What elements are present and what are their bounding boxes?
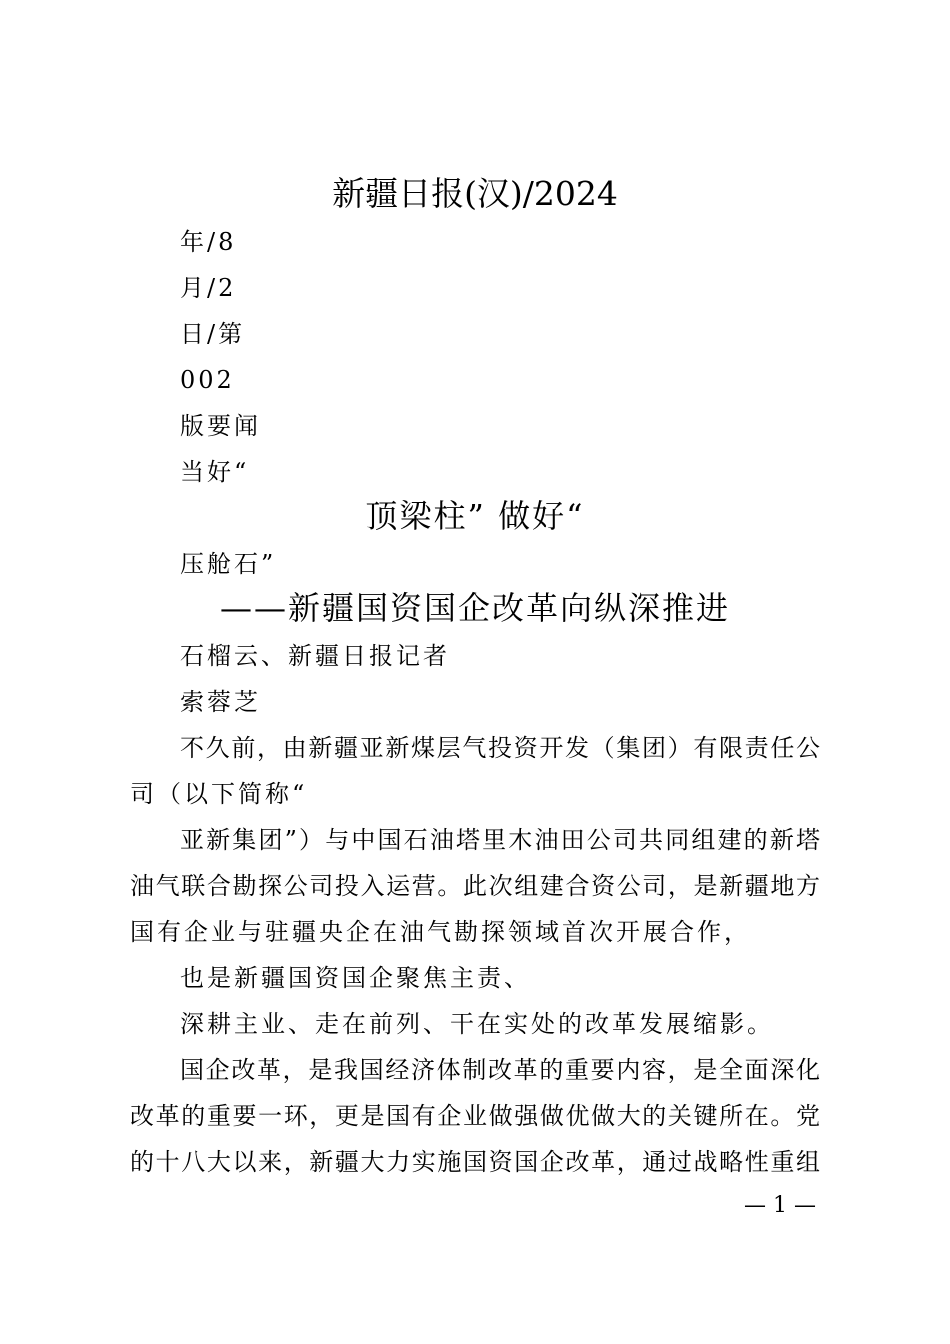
meta-line-month: 月/2	[180, 274, 237, 302]
paragraph-line: 国有企业与驻疆央企在油气勘探领域首次开展合作，	[130, 918, 751, 946]
paragraph-line: 司（以下简称“	[130, 780, 308, 808]
headline-part-1: 当好“	[180, 458, 250, 486]
byline-reporter: 石榴云、新疆日报记者	[180, 642, 450, 670]
meta-line-section: 版要闻	[180, 412, 261, 440]
meta-line-year: 年/8	[180, 228, 237, 256]
paragraph-line: 油气联合勘探公司投入运营。此次组建合资公司，是新疆地方	[130, 872, 820, 900]
paragraph-line: 深耕主业、走在前列、干在实处的改革发展缩影。	[180, 1010, 774, 1038]
paragraph-line: 改革的重要一环，更是国有企业做强做优做大的关键所在。党	[130, 1102, 820, 1130]
byline-reporter-name: 索蓉芝	[180, 688, 261, 716]
paragraph-line: 也是新疆国资国企聚焦主责、	[180, 964, 531, 992]
paragraph-line: 国企改革，是我国经济体制改革的重要内容，是全面深化	[180, 1056, 820, 1084]
headline-part-3: 压舱石”	[180, 550, 277, 578]
headline-part-2: 顶梁柱” 做好“	[365, 497, 585, 535]
paragraph-line: 不久前，由新疆亚新煤层气投资开发（集团）有限责任公	[180, 734, 820, 762]
meta-line-day: 日/第	[180, 320, 246, 348]
page-number: — 1 —	[744, 1193, 816, 1218]
headline-subtitle: ——新疆国资国企改革向纵深推进	[219, 589, 730, 627]
paragraph-line: 的十八大以来，新疆大力实施国资国企改革，通过战略性重组	[130, 1148, 820, 1176]
newspaper-title: 新疆日报(汉)/2024	[332, 174, 618, 213]
meta-line-page-number: 002	[180, 366, 235, 394]
paragraph-line: 亚新集团”）与中国石油塔里木油田公司共同组建的新塔	[180, 826, 820, 854]
